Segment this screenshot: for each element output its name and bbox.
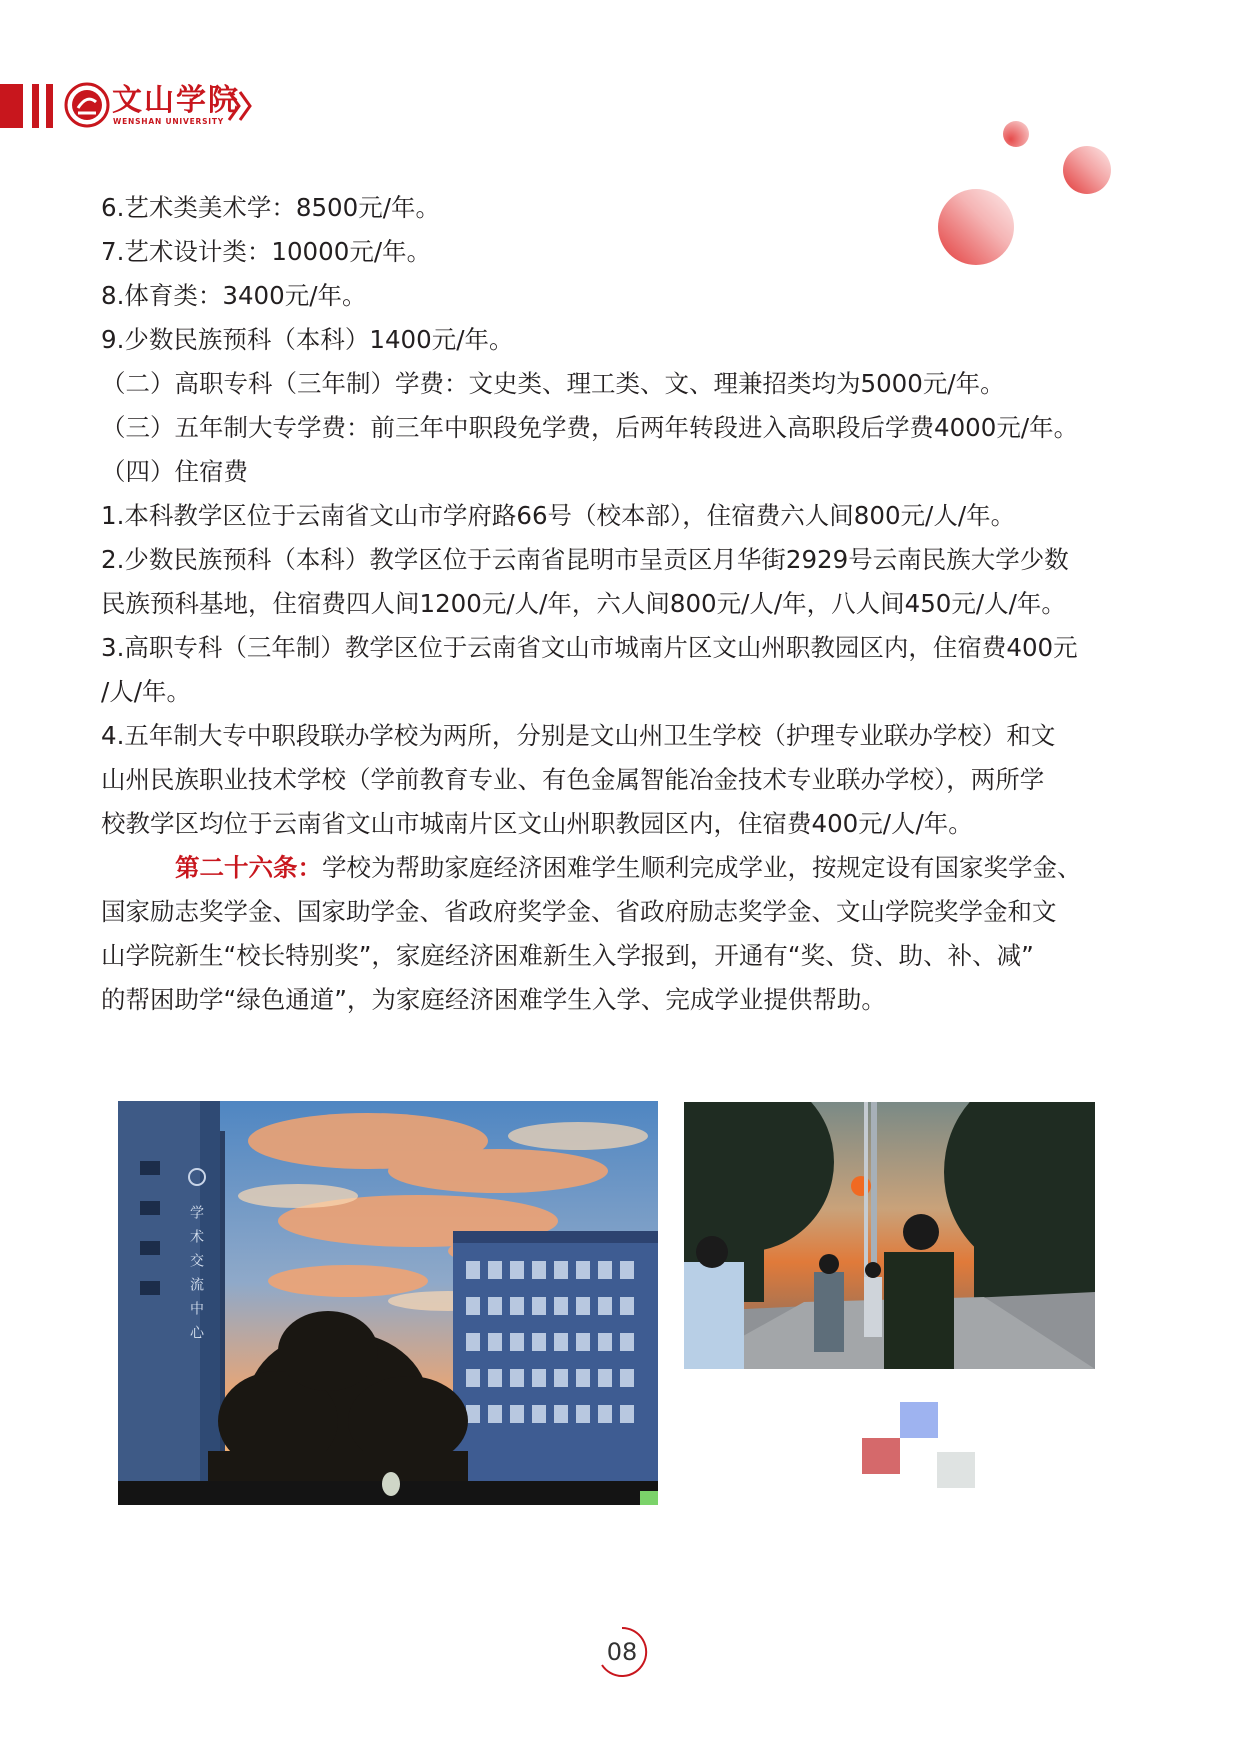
article-label: 第二十六条： bbox=[175, 853, 322, 882]
decorative-circle-small bbox=[1003, 121, 1029, 147]
body-text bbox=[101, 186, 1121, 1022]
text-line: （三）五年制大专学费：前三年中职段免学费，后两年转段进入高职段后学费4000元/年。 bbox=[101, 413, 1079, 442]
school-name-en: WENSHAN UNIVERSITY bbox=[113, 117, 225, 126]
header-red-stripe bbox=[46, 84, 53, 128]
building-sign-text: 学术交流中心 bbox=[188, 1205, 204, 1349]
article-first-line: 学校为帮助家庭经济困难学生顺利完成学业，按规定设有国家奖学金、 bbox=[322, 853, 1082, 882]
text-line: /人/年。 bbox=[101, 677, 192, 706]
header-red-stripe bbox=[32, 84, 39, 128]
text-line: 民族预科基地，住宿费四人间1200元/人/年，六人间800元/人/年，八人间450元/人/年。 bbox=[101, 589, 1066, 618]
text-line: 3.高职专科（三年制）教学区位于云南省文山市城南片区文山州职教园区内，住宿费400元 bbox=[101, 633, 1078, 662]
university-seal-icon bbox=[64, 82, 110, 128]
text-line: 7.艺术设计类：10000元/年。 bbox=[101, 237, 432, 266]
decorative-square-gray bbox=[937, 1452, 975, 1488]
campus-path-photo bbox=[684, 1102, 1095, 1369]
text-line: （二）高职专科（三年制）学费：文史类、理工类、文、理兼招类均为5000元/年。 bbox=[101, 369, 1005, 398]
text-line: （四）住宿费 bbox=[101, 457, 248, 486]
text-line: 4.五年制大专中职段联办学校为两所，分别是文山州卫生学校（护理专业联办学校）和文 bbox=[101, 721, 1056, 750]
text-line: 9.少数民族预科（本科）1400元/年。 bbox=[101, 325, 514, 354]
text-line: 2.少数民族预科（本科）教学区位于云南省昆明市呈贡区月华街2929号云南民族大学少数 bbox=[101, 545, 1069, 574]
double-chevron-right-icon bbox=[226, 88, 256, 124]
campus-sunset-photo bbox=[118, 1101, 658, 1505]
school-name-cn: 文山学院 bbox=[112, 83, 240, 118]
text-line: 1.本科教学区位于云南省文山市学府路66号（校本部），住宿费六人间800元/人/年。 bbox=[101, 501, 1016, 530]
text-line: 8.体育类：3400元/年。 bbox=[101, 281, 367, 310]
page-number: 08 bbox=[606, 1638, 638, 1666]
decorative-square-blue bbox=[900, 1402, 938, 1438]
text-line: 校教学区均位于云南省文山市城南片区文山州职教园区内，住宿费400元/人/年。 bbox=[101, 809, 973, 838]
text-line: 6.艺术类美术学：8500元/年。 bbox=[101, 193, 440, 222]
text-line: 山学院新生“校长特别奖”，家庭经济困难新生入学报到，开通有“奖、贷、助、补、减” bbox=[101, 941, 1034, 970]
text-line: 国家励志奖学金、国家助学金、省政府奖学金、省政府励志奖学金、文山学院奖学金和文 bbox=[101, 897, 1057, 926]
header-red-block bbox=[0, 84, 23, 128]
article-paragraph-start bbox=[101, 846, 1121, 890]
decorative-square-red bbox=[862, 1438, 900, 1474]
text-line: 山州民族职业技术学校（学前教育专业、有色金属智能冶金技术专业联办学校），两所学 bbox=[101, 765, 1045, 794]
text-line: 的帮困助学“绿色通道”，为家庭经济困难学生入学、完成学业提供帮助。 bbox=[101, 985, 886, 1014]
